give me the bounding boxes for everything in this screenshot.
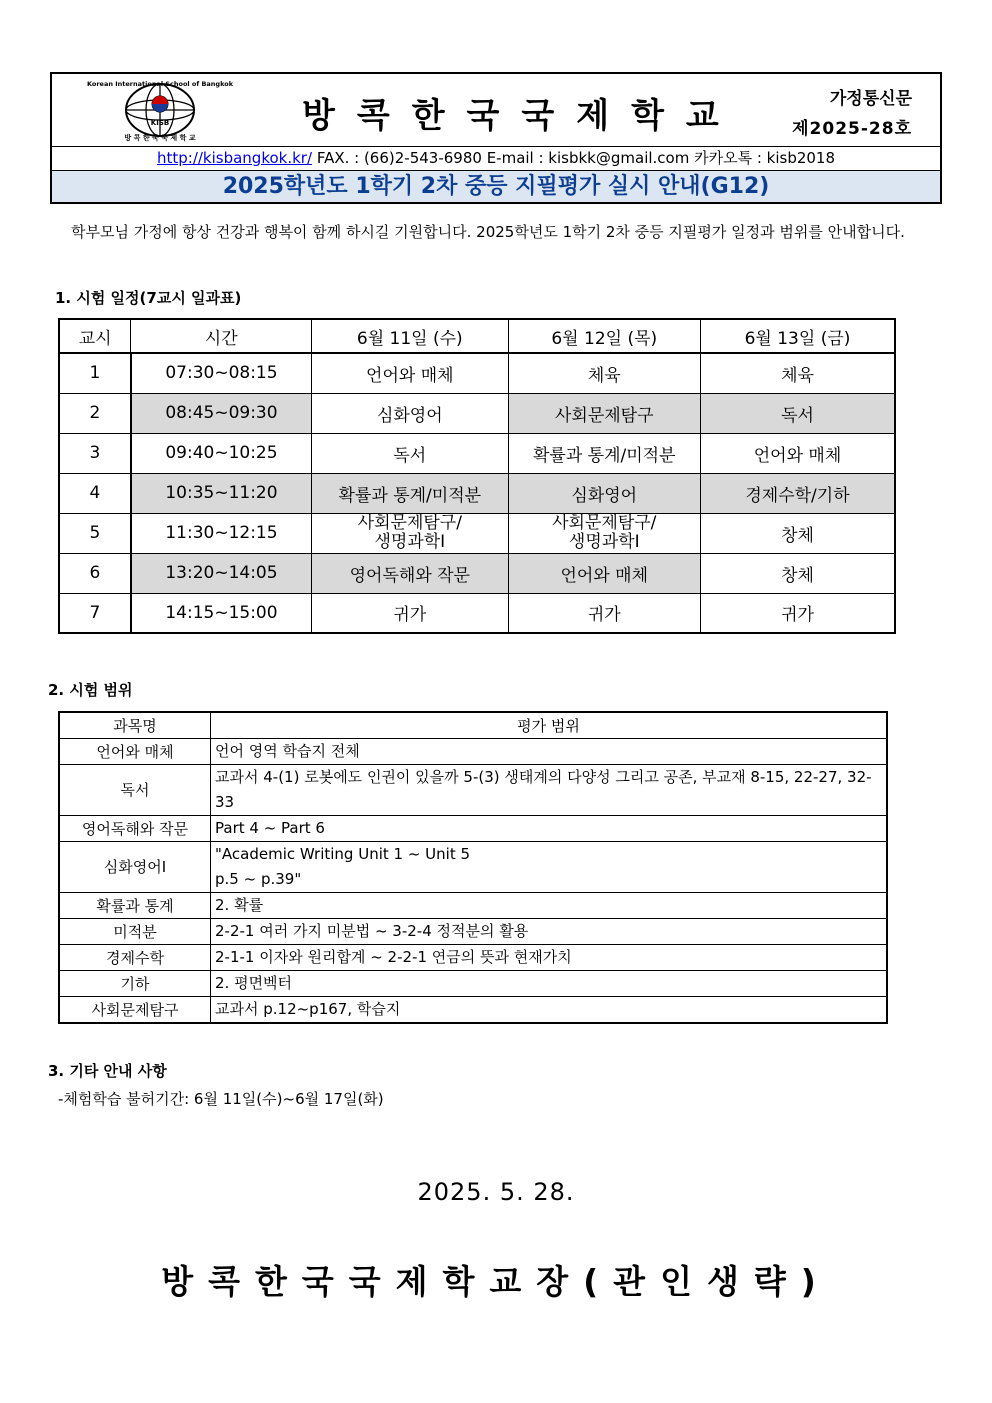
contact-line (52, 146, 940, 171)
time-cell: 10:35~11:20 (131, 473, 312, 513)
period-cell: 6 (59, 553, 131, 593)
table-row (59, 473, 895, 513)
logo-bottom-text: 방 콕 한 국 국 제 학 교 (124, 134, 196, 142)
day3-cell: 경제수학/기하 (701, 473, 896, 513)
newsletter-label: 가정통신문 (829, 89, 912, 109)
day1-cell: 확률과 통계/미적분 (312, 473, 508, 513)
table-header-row (59, 319, 895, 353)
table-row (59, 970, 887, 996)
scope-cell: 2-2-1 여러 가지 미분법 ~ 3-2-4 정적분의 활용 (211, 918, 888, 944)
scope-line1: "Academic Writing Unit 1 ~ Unit 5 (215, 844, 471, 863)
logo-center-text: KISB (150, 119, 170, 127)
table-row (59, 764, 887, 815)
scope-cell: 교과서 p.12~p167, 학습지 (211, 996, 888, 1023)
exam-schedule-table (58, 318, 896, 634)
day1-cell (312, 513, 508, 553)
scope-line2: p.5 ~ p.39" (215, 869, 302, 888)
principal-signature: 방콕한국국제학교장(관인생략) (161, 1262, 831, 1301)
issue-date: 2025. 5. 28. (417, 1178, 575, 1206)
letterhead (50, 72, 942, 204)
table-row (59, 513, 895, 553)
subject-cell: 영어독해와 작문 (59, 815, 211, 841)
day1-cell: 심화영어 (312, 393, 508, 433)
scope-cell: 2. 평면벡터 (211, 970, 888, 996)
day2-cell: 사회문제탐구 (508, 393, 700, 433)
other-notice-item: -체험학습 불허기간: 6월 11일(수)~6월 17일(화) (58, 1090, 384, 1108)
subject-cell: 확률과 통계 (59, 892, 211, 918)
header-day2: 6월 12일 (목) (508, 319, 700, 353)
contact-info: FAX. : (66)2-543-6980 E-mail : kisbkk@gmail.com 카카오톡 : kisb2018 (316, 149, 836, 167)
day1-cell: 영어독해와 작문 (312, 553, 508, 593)
day2-cell: 체육 (508, 353, 700, 393)
day1-line2: 생명과학Ⅰ (374, 532, 446, 552)
letterhead-top (52, 74, 940, 147)
header-day3: 6월 13일 (금) (701, 319, 896, 353)
day2-cell: 심화영어 (508, 473, 700, 513)
period-cell: 5 (59, 513, 131, 553)
day2-line1: 사회문제탐구/ (552, 513, 657, 533)
table-row (59, 353, 895, 393)
table-row (59, 593, 895, 633)
time-cell: 14:15~15:00 (131, 593, 312, 633)
table-row (59, 892, 887, 918)
day2-cell: 귀가 (508, 593, 700, 633)
time-cell: 11:30~12:15 (131, 513, 312, 553)
subject-cell: 독서 (59, 764, 211, 815)
day1-cell: 언어와 매체 (312, 353, 508, 393)
section2-title: 2. 시험 범위 (48, 681, 133, 699)
day2-cell: 언어와 매체 (508, 553, 700, 593)
issue-number: 제2025-28호 (792, 119, 912, 139)
scope-cell: 2. 확률 (211, 892, 888, 918)
table-row (59, 393, 895, 433)
day3-cell: 귀가 (701, 593, 896, 633)
scope-cell: 언어 영역 학습지 전체 (211, 738, 888, 764)
header-time: 시간 (131, 319, 312, 353)
table-row (59, 996, 887, 1023)
period-cell: 3 (59, 433, 131, 473)
table-row (59, 433, 895, 473)
table-row (59, 918, 887, 944)
day1-cell: 귀가 (312, 593, 508, 633)
subject-cell: 경제수학 (59, 944, 211, 970)
day2-line2: 생명과학Ⅰ (568, 532, 640, 552)
day1-cell: 독서 (312, 433, 508, 473)
table-row (59, 841, 887, 892)
scope-cell: Part 4 ~ Part 6 (211, 815, 888, 841)
period-cell: 7 (59, 593, 131, 633)
table-row (59, 944, 887, 970)
subject-cell: 심화영어Ⅰ (59, 841, 211, 892)
scope-cell: 교과서 4-(1) 로봇에도 인권이 있을까 5-(3) 생태계의 다양성 그리고 공존, 부교재 8-15, 22-27, 32-33 (211, 764, 888, 815)
day3-cell: 독서 (701, 393, 896, 433)
subject-cell: 언어와 매체 (59, 738, 211, 764)
day3-cell: 창체 (701, 513, 896, 553)
school-logo (60, 78, 260, 142)
scope-cell: 2-1-1 이자와 원리합계 ~ 2-2-1 연금의 뜻과 현재가치 (211, 944, 888, 970)
time-cell: 13:20~14:05 (131, 553, 312, 593)
period-cell: 2 (59, 393, 131, 433)
header-scope: 평가 범위 (211, 712, 888, 738)
period-cell: 4 (59, 473, 131, 513)
school-name: 방콕한국국제학교 (302, 96, 741, 136)
website-link[interactable]: http://kisbangkok.kr/ (156, 149, 313, 167)
table-row (59, 815, 887, 841)
section3-title: 3. 기타 안내 사항 (48, 1062, 167, 1080)
logo-top-text: Korean International School of Bangkok (86, 80, 234, 88)
day3-cell: 창체 (701, 553, 896, 593)
time-cell: 08:45~09:30 (131, 393, 312, 433)
day3-cell: 언어와 매체 (701, 433, 896, 473)
table-row (59, 553, 895, 593)
day1-line1: 사회문제탐구/ (357, 513, 462, 533)
notice-title: 2025학년도 1학기 2차 중등 지필평가 실시 안내(G12) (52, 171, 940, 202)
section1-title: 1. 시험 일정(7교시 일과표) (55, 289, 242, 307)
header-subject: 과목명 (59, 712, 211, 738)
header-day1: 6월 11일 (수) (312, 319, 508, 353)
day2-cell (508, 513, 700, 553)
exam-scope-table (58, 711, 888, 1024)
subject-cell: 미적분 (59, 918, 211, 944)
time-cell: 07:30~08:15 (131, 353, 312, 393)
subject-cell: 기하 (59, 970, 211, 996)
header-period: 교시 (59, 319, 131, 353)
intro-paragraph: 학부모님 가정에 항상 건강과 행복이 함께 하시길 기원합니다. 2025학년도 1학기 2차 중등 지필평가 일정과 범위를 안내합니다. (71, 223, 905, 241)
table-header-row (59, 712, 887, 738)
period-cell: 1 (59, 353, 131, 393)
scope-cell (211, 841, 888, 892)
time-cell: 09:40~10:25 (131, 433, 312, 473)
subject-cell: 사회문제탐구 (59, 996, 211, 1023)
day2-cell: 확률과 통계/미적분 (508, 433, 700, 473)
day3-cell: 체육 (701, 353, 896, 393)
table-row (59, 738, 887, 764)
